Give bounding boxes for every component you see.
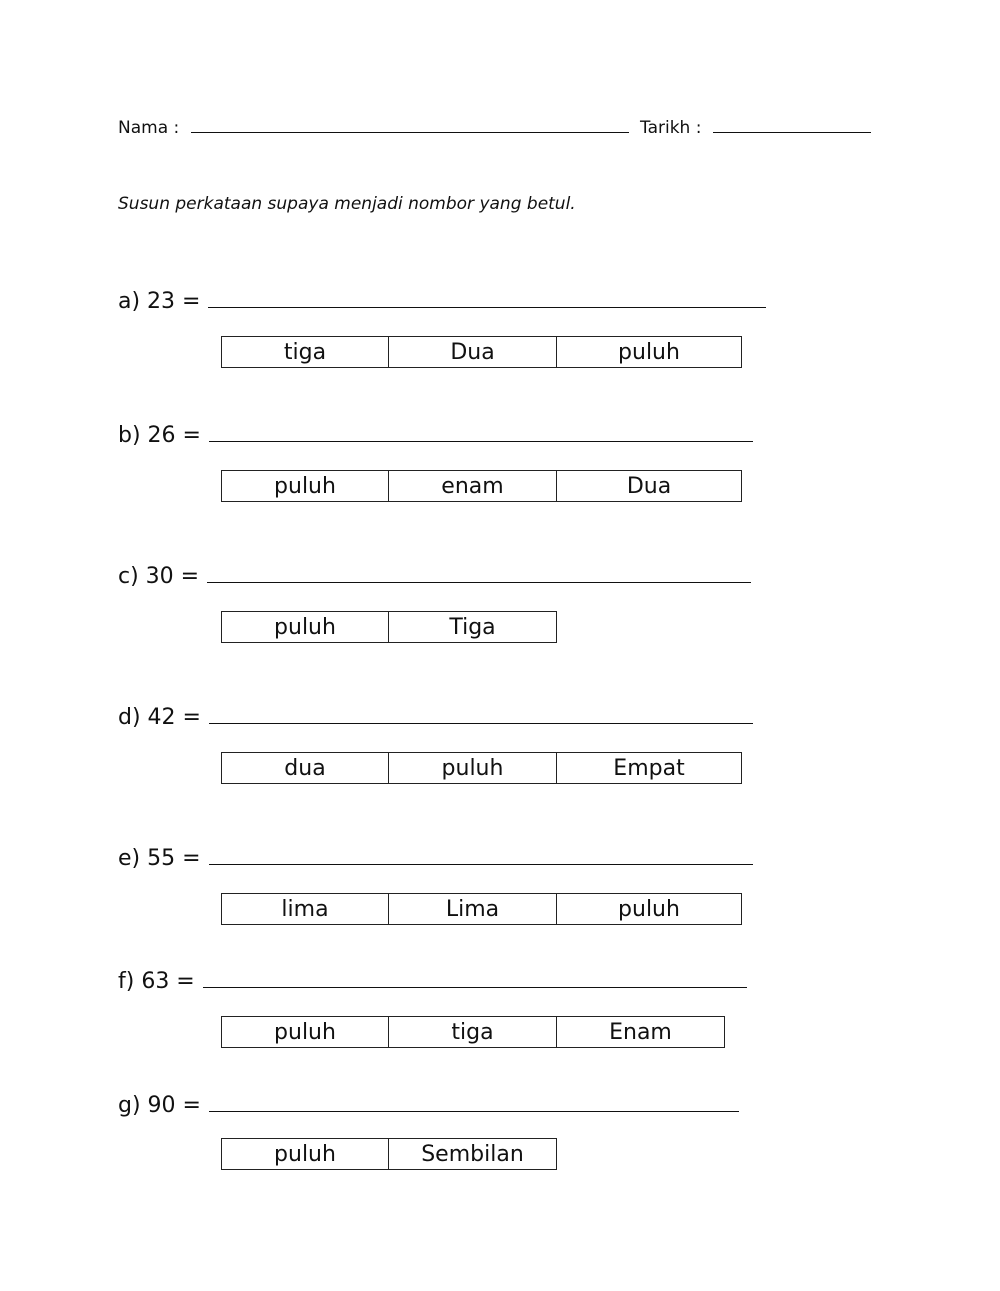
word-tile[interactable]: puluh (222, 471, 389, 501)
word-tile[interactable]: Enam (609, 1020, 672, 1045)
question-label: c) 30 = (118, 564, 200, 589)
answer-line[interactable] (207, 560, 751, 583)
question-label: g) 90 = (118, 1093, 201, 1118)
answer-line[interactable] (209, 1089, 739, 1112)
word-tile[interactable]: puluh (222, 612, 389, 642)
word-tile[interactable]: puluh (618, 340, 680, 365)
word-tile[interactable]: puluh (222, 1017, 389, 1047)
answer-line[interactable] (209, 701, 753, 724)
word-bank-e (221, 893, 742, 925)
question-e (118, 842, 753, 871)
word-tile[interactable]: puluh (389, 753, 557, 783)
name-label: Nama : (118, 118, 180, 138)
name-answer-line[interactable] (191, 132, 629, 133)
question-d (118, 701, 753, 730)
word-tile[interactable]: Empat (613, 756, 685, 781)
word-tile[interactable]: Tiga (449, 615, 496, 640)
question-c (118, 560, 751, 589)
question-label: d) 42 = (118, 705, 201, 730)
word-bank-g (221, 1138, 557, 1170)
word-tile[interactable]: puluh (618, 897, 680, 922)
word-tile[interactable]: Dua (626, 474, 672, 499)
word-tile[interactable]: tiga (389, 1017, 557, 1047)
word-tile[interactable]: enam (389, 471, 557, 501)
date-field-row (640, 118, 871, 138)
word-bank-c (221, 611, 557, 643)
word-bank-f (221, 1016, 725, 1048)
answer-line[interactable] (209, 842, 753, 865)
question-label: a) 23 = (118, 289, 201, 314)
question-g (118, 1089, 739, 1118)
word-tile[interactable]: Lima (389, 894, 557, 924)
question-label: b) 26 = (118, 423, 201, 448)
question-a (118, 285, 766, 314)
word-tile[interactable]: tiga (222, 337, 389, 367)
question-b (118, 419, 753, 448)
word-tile[interactable]: Sembilan (421, 1142, 524, 1167)
word-bank-d (221, 752, 742, 784)
date-answer-line[interactable] (713, 132, 871, 133)
word-tile[interactable]: Dua (389, 337, 557, 367)
question-label: e) 55 = (118, 846, 201, 871)
date-label: Tarikh : (640, 118, 702, 138)
answer-line[interactable] (208, 285, 766, 308)
word-tile[interactable]: dua (222, 753, 389, 783)
word-bank-b (221, 470, 742, 502)
question-f (118, 965, 747, 994)
answer-line[interactable] (209, 419, 753, 442)
answer-line[interactable] (203, 965, 747, 988)
instruction-text: Susun perkataan supaya menjadi nombor yang betul. (118, 194, 576, 214)
word-tile[interactable]: lima (222, 894, 389, 924)
name-field-row (118, 118, 629, 138)
word-tile[interactable]: puluh (222, 1139, 389, 1169)
question-label: f) 63 = (118, 969, 195, 994)
word-bank-a (221, 336, 742, 368)
